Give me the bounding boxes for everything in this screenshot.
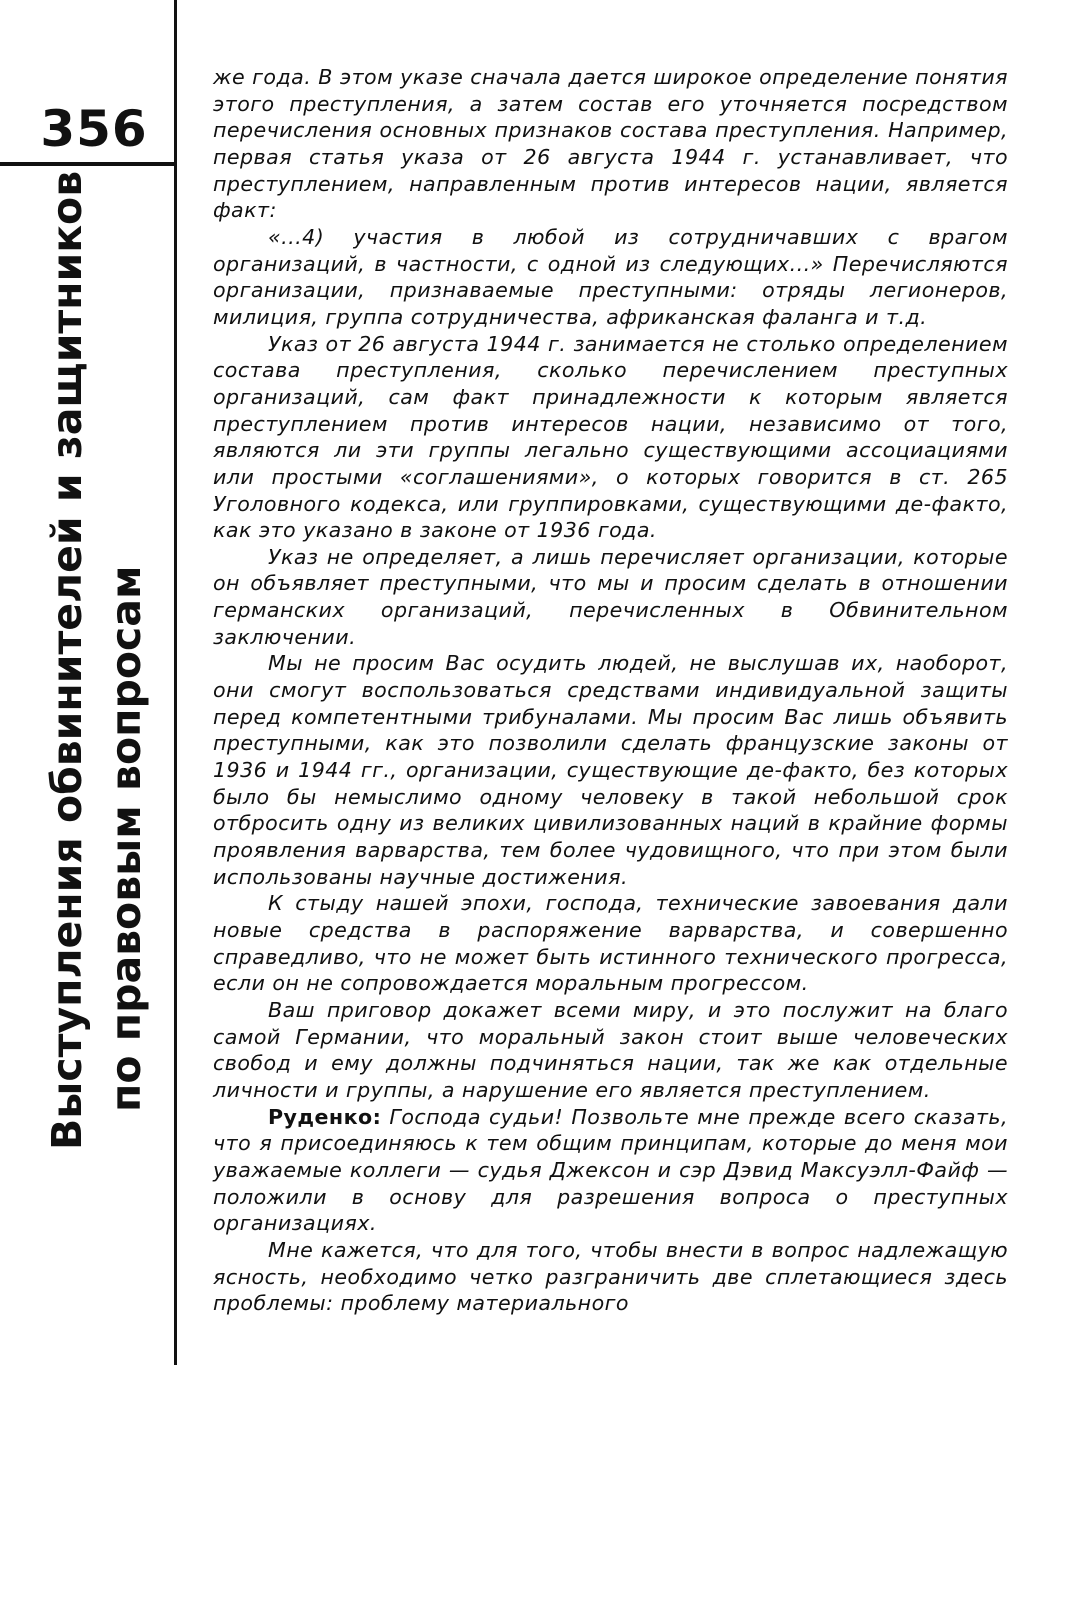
paragraph [213, 1237, 1008, 1317]
paragraph-text: Мне кажется, что для того, чтобы внести в вопрос надлежащую ясность, необходимо четко разграничить две сплетающиеся здесь проблемы: проблему материального [213, 1237, 1008, 1316]
paragraph [213, 64, 1008, 224]
paragraph-text: «...4) участия в любой из сотрудничавших с врагом организаций, в частности, с одной из следующих...» Перечисляются организации, признаваемые преступными: отряды легионеров, милиция, группа сотрудничества, африканская фаланга и т.д. [213, 224, 1008, 329]
running-title-line-1: Выступления обвинителей и защитников [43, 170, 91, 1150]
paragraph [213, 650, 1008, 890]
page-number: 356 [40, 100, 148, 158]
paragraph-text: К стыду нашей эпохи, господа, технические завоевания дали новые средства в распоряжение варварства, и совершенно справедливо, что не может быть истинного технического прогресса, если он не сопровождается моральным прогрессом. [213, 891, 1008, 996]
paragraph [213, 544, 1008, 651]
speaker-name: Руденко: [268, 1104, 382, 1129]
paragraph [213, 331, 1008, 544]
running-title [38, 170, 158, 1150]
paragraph-text: Указ не определяет, а лишь перечисляет организации, которые он объявляет преступными, что мы и просим сделать в отношении германских организаций, перечисленных в Обвинительном заключении. [213, 544, 1008, 649]
paragraph [213, 224, 1008, 331]
paragraph-text: же года. В этом указе сначала дается широкое определение понятия этого преступления, а затем состав его уточняется посредством перечисления основных признаков состава преступления. Например, первая статья указа от 26 августа 1944 г. устанавливает, что преступлением, направленным против интересов нации, является факт: [213, 65, 1008, 223]
paragraph-text: Указ от 26 августа 1944 г. занимается не столько определением состава преступления, сколько перечислением преступных организаций, сам факт принадлежности к которым является преступлением против интересов нации, независимо от того, являются ли эти группы легально существующими ассоциациями или простыми «соглашениями», о которых говорится в ст. 265 Уголовного кодекса, или группировками, существующими де-факто, как это указано в законе от 1936 года. [213, 331, 1008, 543]
paragraph-text: Господа судьи! Позвольте мне прежде всего сказать, что я присоединяюсь к тем общим принципам, которые до меня мои уважаемые коллеги — судья Джексон и сэр Дэвид Максуэлл-Файф — положили в основу для разрешения вопроса о преступных организациях. [213, 1104, 1008, 1236]
page-number-rule [0, 162, 175, 166]
paragraph [213, 890, 1008, 997]
body-text [213, 64, 1008, 1317]
paragraph-text: Мы не просим Вас осудить людей, не выслушав их, наоборот, они смогут воспользоваться средствами индивидуальной защиты перед компетентными трибуналами. Мы просим Вас лишь объявить преступными, как это позволили сделать французские законы от 1936 и 1944 гг., организации, существующие де-факто, без которых было бы немыслимо одному человеку в такой небольшой срок отбросить одну из великих цивилизованных наций в крайние формы проявления варварства, тем более чудовищного, что при этом были использованы научные достижения. [213, 651, 1008, 889]
paragraph [213, 1104, 1008, 1237]
running-title-line-2: по правовым вопросам [102, 565, 150, 1112]
paragraph-text: Ваш приговор докажет всеми миру, и это послужит на благо самой Германии, что моральный закон стоит выше человеческих свобод и ему должны подчиняться нации, так же как отдельные личности и группы, а нарушение его является преступлением. [213, 997, 1008, 1102]
margin-rule [174, 0, 177, 1365]
paragraph [213, 997, 1008, 1104]
